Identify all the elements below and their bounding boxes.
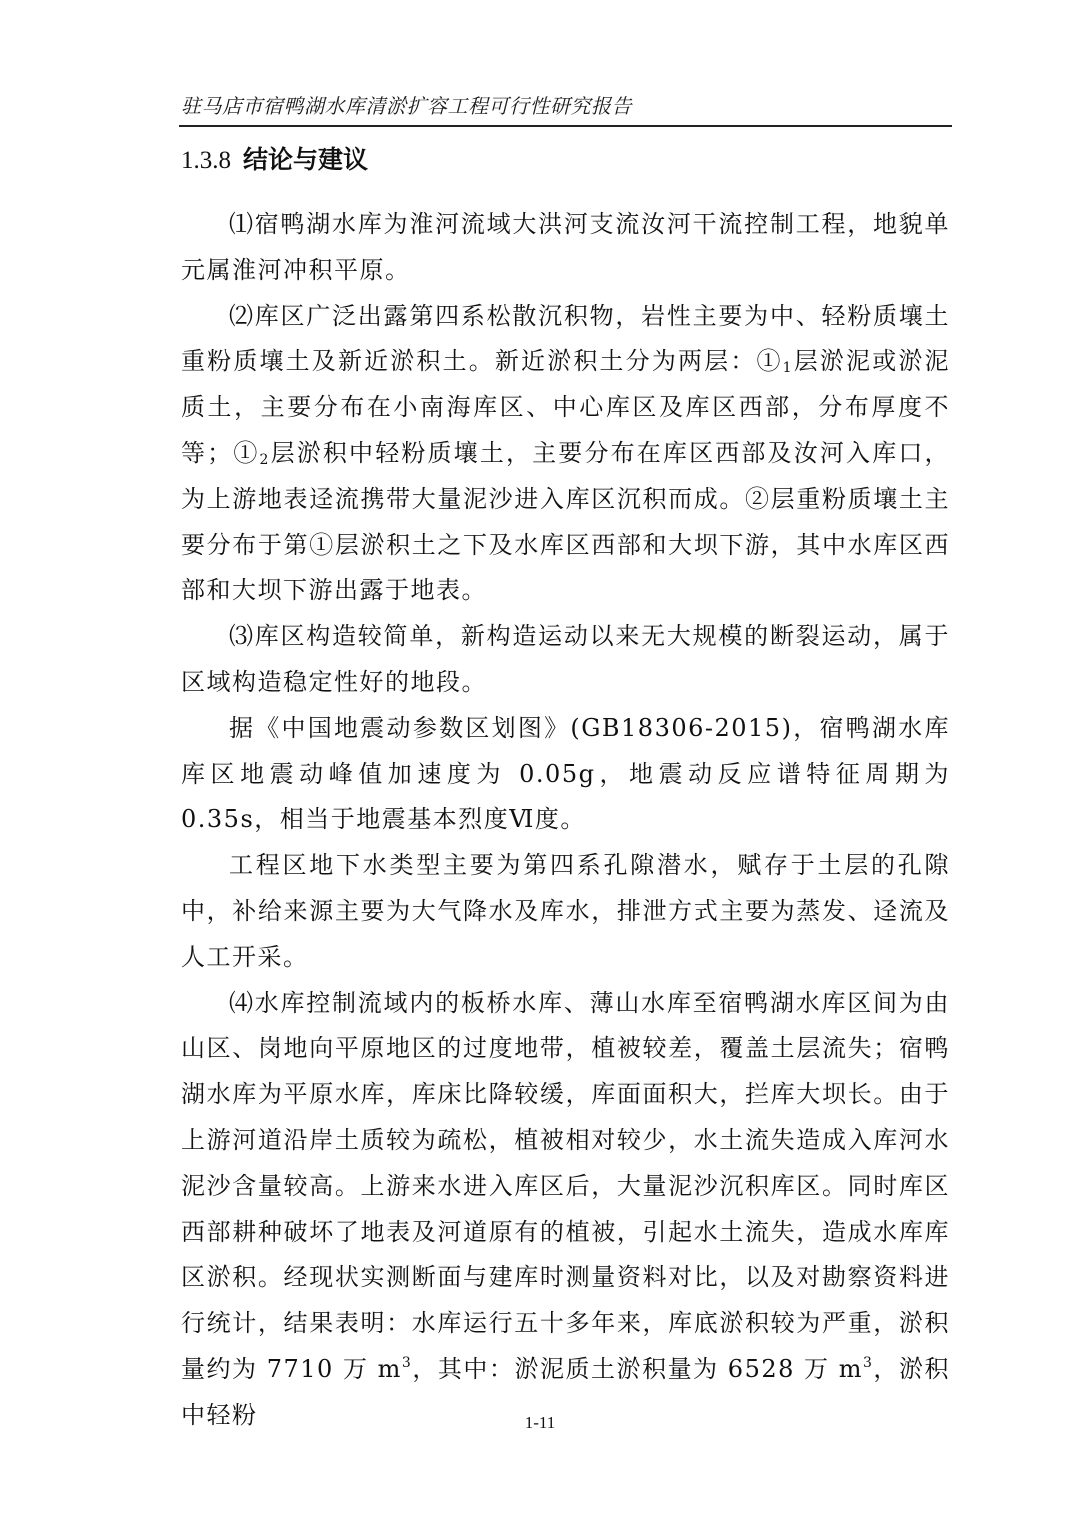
header-divider	[179, 125, 952, 127]
paragraph-sedimentation-part-a: ⑷水库控制流域内的板桥水库、薄山水库至宿鸭湖水库区间为由山区、岗地向平原地区的过度地带，植被较差，覆盖土层流失；宿鸭湖水库为平原水库，库床比降较缓，库面面积大，拦库大坝长。由于上游河道沿岸土质较为疏松，植被相对较少，水土流失造成入库河水泥沙含量较高。上游来水进入库区后，大量泥沙沉积库区。同时库区西部耕种破坏了地表及河道原有的植被，引起水土流失，造成水库库区淤积。经现状实测断面与建库时测量资料对比，以及对勘察资料进行统计，结果表明：水库运行五十多年来，库底淤积较为严重，淤积量约为 7710 万 m	[181, 988, 950, 1383]
section-number: 1.3.8	[181, 147, 231, 174]
document-header-title: 驻马店市宿鸭湖水库清淤扩容工程可行性研究报告	[181, 94, 632, 118]
paragraph-strata	[181, 294, 950, 615]
cubic-superscript-2: 3	[862, 1354, 874, 1371]
cubic-superscript-1: 3	[401, 1354, 413, 1371]
paragraph-strata-part-b: 层淤泥或淤泥质土，主要分布在小南海库区、中心库区及库区西部，分布厚度不等；①	[181, 347, 951, 467]
body-text	[181, 202, 950, 1439]
paragraph-landform: ⑴宿鸭湖水库为淮河流域大洪河支流汝河干流控制工程，地貌单元属淮河冲积平原。	[181, 210, 950, 284]
paragraph-sedimentation-part-b: ，其中：淤泥质土淤积量为 6528 万 m	[412, 1354, 863, 1383]
layer-subscript-2: 2	[259, 451, 270, 468]
section-title: 结论与建议	[243, 145, 369, 174]
paragraph-sedimentation-part-c: ，淤积中轻粉	[181, 1354, 950, 1429]
paragraph-strata-part-a: ⑵库区广泛出露第四系松散沉积物，岩性主要为中、轻粉质壤土重粉质壤土及新近淤积土。新近淤积土分为两层：①	[181, 301, 950, 376]
page-number: 1-11	[524, 1413, 556, 1432]
layer-subscript-1: 1	[782, 360, 794, 377]
paragraph-groundwater: 工程区地下水类型主要为第四系孔隙潜水，赋存于土层的孔隙中，补给来源主要为大气降水及库水，排泄方式主要为蒸发、迳流及人工开采。	[181, 851, 950, 971]
paragraph-seismic: 据《中国地震动参数区划图》(GB18306-2015)，宿鸭湖水库库区地震动峰值加速度为 0.05g，地震动反应谱特征周期为 0.35s，相当于地震基本烈度Ⅵ度。	[181, 713, 950, 834]
paragraph-strata-part-c: 层淤积中轻粉质壤土，主要分布在库区西部及汝河入库口，为上游地表迳流携带大量泥沙进入库区沉积而成。②层重粉质壤土主要分布于第①层淤积土之下及水库区西部和大坝下游，其中水库区西部和大坝下游出露于地表。	[181, 438, 951, 605]
paragraph-sedimentation	[181, 981, 950, 1439]
section-heading	[181, 143, 368, 178]
paragraph-tectonics: ⑶库区构造较简单，新构造运动以来无大规模的断裂运动，属于区域构造稳定性好的地段。	[181, 622, 950, 696]
